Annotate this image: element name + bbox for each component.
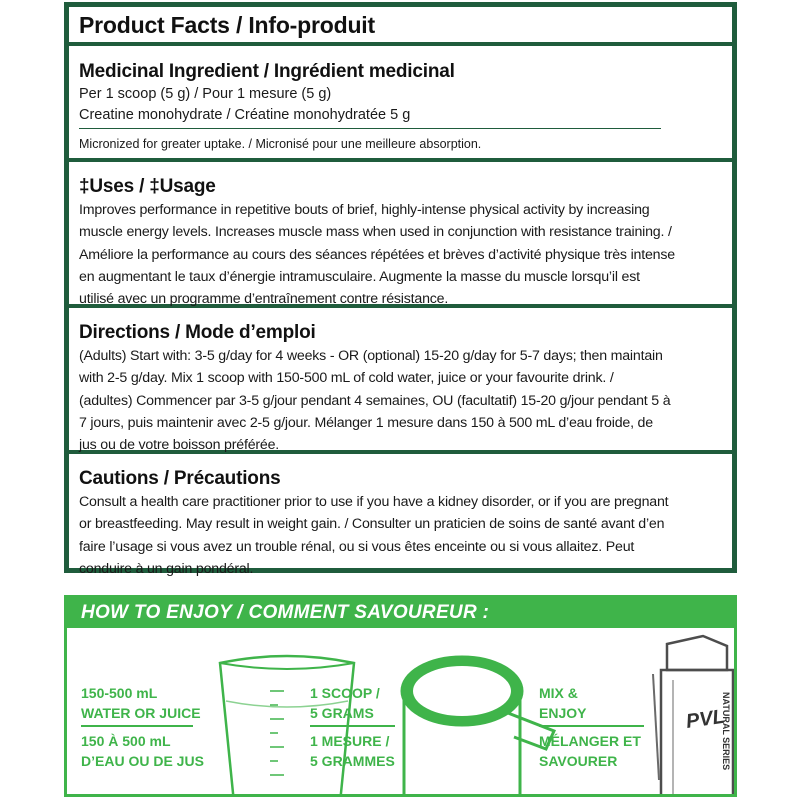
directions-line: (Adults) Start with: 3-5 g/day for 4 weeks - OR (optional) 15-20 g/day for 5-7 days; then maintain bbox=[79, 348, 663, 364]
step2-divider bbox=[310, 725, 395, 727]
serving-size: Per 1 scoop (5 g) / Pour 1 mesure (5 g) bbox=[79, 86, 332, 102]
directions-line: jus ou de votre boisson préférée. bbox=[79, 437, 280, 454]
directions-text bbox=[79, 345, 722, 456]
cautions-line: Consult a health care practitioner prior to use if you have a kidney disorder, or if you are pregnant bbox=[79, 494, 669, 510]
facts-title: Product Facts / Info-produit bbox=[79, 12, 375, 38]
step1-english-label: 150-500 mL WATER OR JUICE bbox=[81, 685, 201, 721]
cautions-heading: Cautions / Précautions bbox=[79, 468, 281, 489]
shaker-brand-text: PVL bbox=[684, 705, 727, 733]
step2-english-label: 1 SCOOP / 5 GRAMS bbox=[310, 685, 380, 721]
how-to-enjoy-panel bbox=[64, 595, 737, 797]
uses-line: en augmentant le taux d’énergie intramusculaire. Augmente la masse du muscle lorsqu’il est bbox=[79, 268, 640, 285]
cautions-line: or breastfeeding. May result in weight gain. / Consulter un praticien de soins de santé avant d’en bbox=[79, 516, 665, 533]
micronized-note: Micronized for greater uptake. / Micronisé pour une meilleure absorption. bbox=[79, 137, 482, 151]
ingredient-line: Creatine monohydrate / Créatine monohydratée 5 g bbox=[79, 105, 661, 129]
step1-french-label: 150 À 500 mL D’EAU OU DE JUS bbox=[81, 733, 204, 769]
cautions-section bbox=[69, 454, 732, 577]
medicinal-ingredient-section bbox=[69, 46, 732, 162]
uses-text bbox=[79, 199, 722, 310]
step3-english-label: MIX & ENJOY bbox=[539, 685, 587, 721]
directions-section bbox=[69, 308, 732, 454]
scoop-icon bbox=[392, 643, 562, 797]
directions-line: with 2-5 g/day. Mix 1 scoop with 150-500 mL of cold water, juice or your favourite drink. / bbox=[79, 370, 614, 387]
facts-title-section bbox=[69, 7, 732, 46]
uses-line: utilisé avec un programme d’entraînement contre résistance. bbox=[79, 291, 449, 308]
product-facts-panel bbox=[64, 2, 737, 577]
uses-heading: ‡Uses / ‡Usage bbox=[79, 176, 216, 197]
directions-line: 7 jours, puis maintenir avec 2-5 g/jour. Mélanger 1 mesure dans 150 à 500 mL d’eau froide, de bbox=[79, 414, 653, 431]
shaker-series-text: NATURAL SERIES bbox=[721, 692, 731, 771]
step2-french-label: 1 MESURE / 5 GRAMMES bbox=[310, 733, 395, 769]
uses-line: muscle energy levels. Increases muscle mass when used in conjunction with resistance training. / bbox=[79, 224, 672, 241]
step3-french-label: MÉLANGER ET SAVOURER bbox=[539, 733, 641, 769]
medicinal-heading: Medicinal Ingredient / Ingrédient medicinal bbox=[79, 61, 455, 82]
uses-line: Improves performance in repetitive bouts of brief, highly-intense physical activity by increasing bbox=[79, 202, 650, 218]
directions-line: (adultes) Commencer par 3-5 g/jour pendant 4 semaines, OU (facultatif) 15-20 g/jour pendant 5 à bbox=[79, 392, 671, 409]
how-to-enjoy-heading: HOW TO ENJOY / COMMENT SAVOUREUR : bbox=[67, 598, 734, 628]
step3-divider bbox=[539, 725, 644, 727]
step1-divider bbox=[81, 725, 193, 727]
cautions-line: conduire à un gain pondéral. bbox=[79, 560, 254, 577]
uses-section bbox=[69, 162, 732, 308]
cautions-text bbox=[79, 491, 722, 580]
cautions-line: faire l’usage si vous avez un trouble rénal, ou si vous êtes enceinte ou si vous allaitez. Peut bbox=[79, 538, 635, 555]
directions-heading: Directions / Mode d’emploi bbox=[79, 322, 316, 343]
uses-line: Améliore la performance au cours des séances répétées et brèves d’activité physique très intense bbox=[79, 246, 675, 263]
shaker-bottle-icon bbox=[647, 630, 737, 797]
